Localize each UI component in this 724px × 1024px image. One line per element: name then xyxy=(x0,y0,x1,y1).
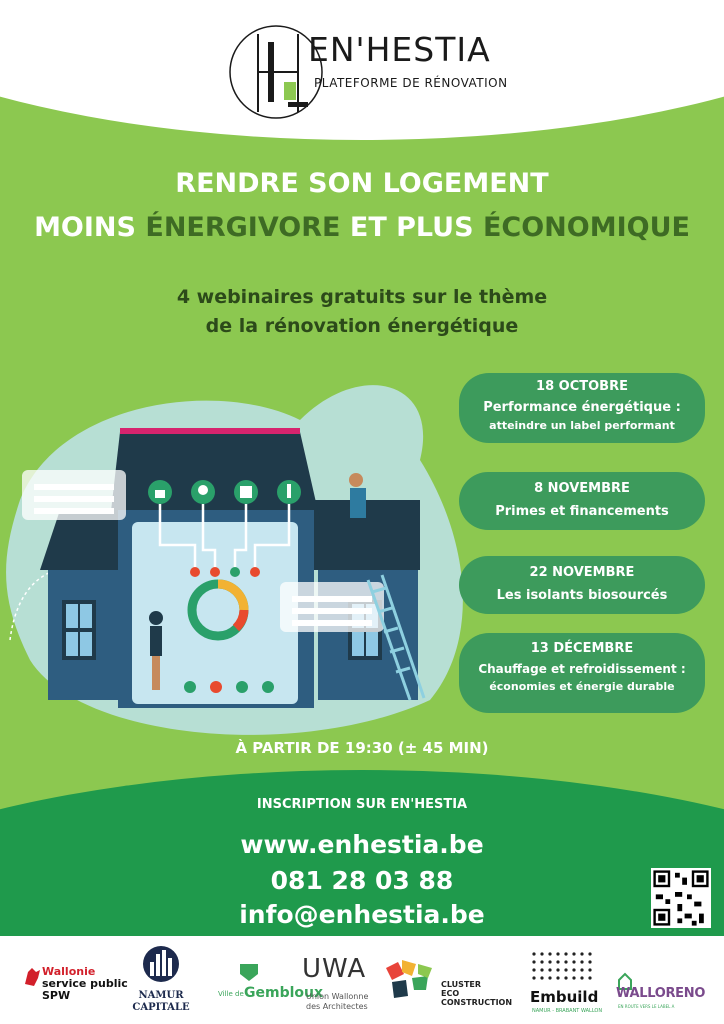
session-title: Chauffage et refroidissement : xyxy=(478,662,686,676)
logo-subtitle: PLATEFORME DE RÉNOVATION xyxy=(314,76,508,90)
session-title: Primes et financements xyxy=(495,504,669,519)
start-time: À PARTIR DE 19:30 (± 45 MIN) xyxy=(235,739,489,757)
walloreno-label: WALLORENO xyxy=(616,986,706,1001)
website-link[interactable]: www.enhestia.be xyxy=(240,830,484,859)
headline-accent: ÉNERGIVORE xyxy=(145,212,341,243)
phone-number[interactable]: 081 28 03 88 xyxy=(270,866,454,895)
embuild-label: Embuild xyxy=(530,988,599,1006)
wallonie-label: service public xyxy=(42,977,128,990)
gembloux-small-label: Ville de xyxy=(218,990,244,998)
uwa-logo: UWA xyxy=(302,954,367,984)
cluster-label: CONSTRUCTION xyxy=(441,998,513,1007)
subhead-line1: 4 webinaires gratuits sur le thème xyxy=(176,286,548,308)
embuild-dots-icon xyxy=(530,950,596,986)
session-title: Les isolants biosourcés xyxy=(496,588,668,603)
uwa-label: des Architectes xyxy=(306,1002,368,1011)
wallonie-rooster-icon xyxy=(22,966,42,988)
gembloux-label: Gembloux xyxy=(244,985,324,1001)
cluster-label: CLUSTER xyxy=(441,980,482,989)
email-link[interactable]: info@enhestia.be xyxy=(239,900,485,929)
subhead-line2: de la rénovation énergétique xyxy=(205,315,519,337)
wallonie-label: Wallonie xyxy=(42,965,96,978)
session-title: Performance énergétique : xyxy=(483,400,681,415)
session-subtitle: atteindre un label performant xyxy=(489,419,675,432)
walloreno-sub-label: EN ROUTE VERS LE LABEL A xyxy=(618,1004,675,1009)
session-date: 8 NOVEMBRE xyxy=(534,481,630,496)
session-subtitle: économies et énergie durable xyxy=(489,680,675,693)
wallonie-label: SPW xyxy=(42,989,71,1002)
namur-label: CAPITALE xyxy=(132,1002,190,1013)
embuild-sub-label: NAMUR - BRABANT WALLON xyxy=(532,1008,603,1014)
session-pill xyxy=(459,633,705,713)
headline-accent: ÉCONOMIQUE xyxy=(482,212,690,243)
session-date: 18 OCTOBRE xyxy=(536,379,628,394)
session-date: 22 NOVEMBRE xyxy=(529,565,635,580)
smart-house-illustration xyxy=(0,360,470,740)
qr-code-icon[interactable] xyxy=(651,868,711,928)
uwa-label: Union Wallonne xyxy=(306,992,369,1001)
session-pill xyxy=(459,472,705,530)
headline-line1: RENDRE SON LOGEMENT xyxy=(175,168,549,199)
session-pill xyxy=(459,373,705,443)
session-pill xyxy=(459,556,705,614)
namur-emblem-icon xyxy=(142,942,180,988)
logo-title: EN'HESTIA xyxy=(308,30,491,69)
gembloux-logo-icon xyxy=(238,962,260,982)
registration-label: INSCRIPTION SUR EN'HESTIA xyxy=(256,797,468,812)
cluster-label: ECO xyxy=(441,989,460,998)
cluster-eco-construction-logo-icon xyxy=(382,958,436,1002)
headline-text: ET PLUS xyxy=(340,212,483,243)
namur-label: NAMUR xyxy=(138,990,184,1001)
session-date: 13 DÉCEMBRE xyxy=(530,641,634,656)
headline-line2 xyxy=(0,208,724,248)
headline-text: MOINS xyxy=(34,212,146,243)
